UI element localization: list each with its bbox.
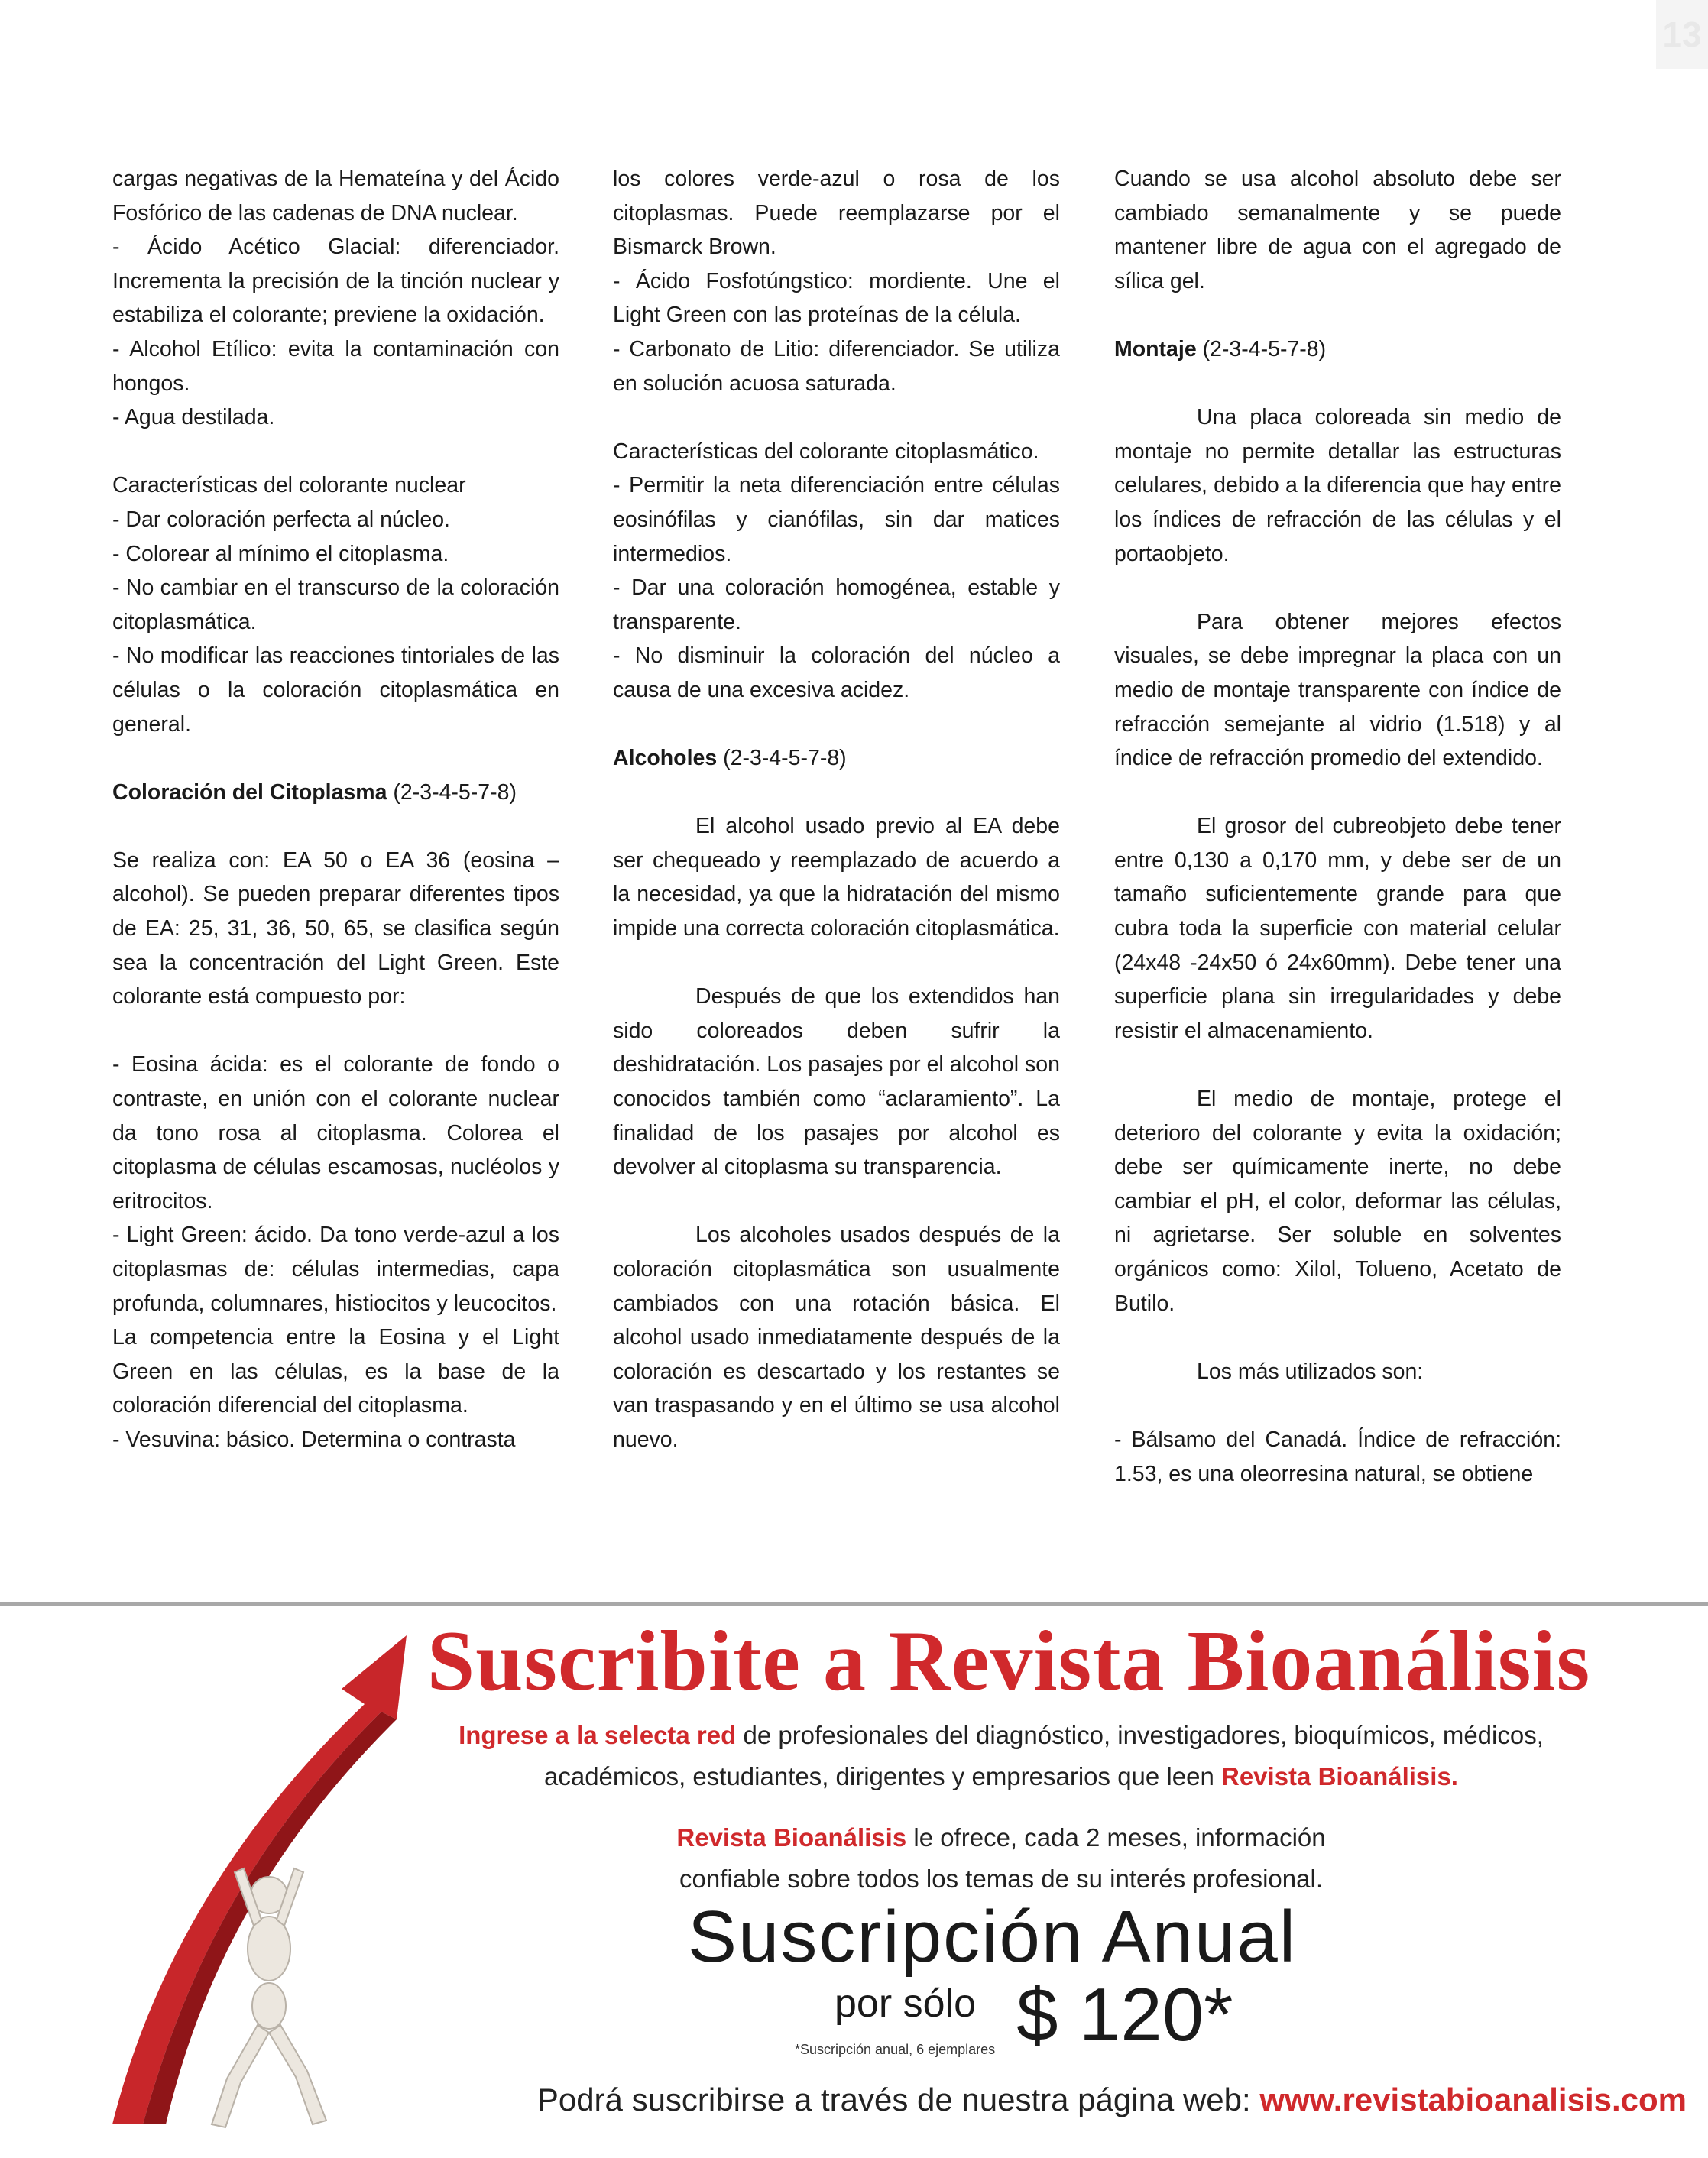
section-heading: [112, 776, 559, 810]
paragraph: - Colorear al mínimo el citoplasma.: [112, 541, 449, 566]
heading-refs: (2-3-4-5-7-8): [723, 746, 847, 771]
ad-website-line: [112, 2082, 1687, 2118]
paragraph: Características del colorante citoplasmático.: [613, 439, 1039, 464]
text-column-3: [1114, 162, 1561, 1491]
paragraph: - Ácido Acético Glacial: diferenciador. Incrementa la precisión de la tinción nuclear y estabiliza el colorante; previene la oxidación.: [112, 235, 559, 328]
paragraph: Los más utilizados son:: [1197, 1359, 1424, 1384]
paragraph: La competencia entre la Eosina y el Light Green en las células, es la base de la coloración diferencial del citoplasma.: [112, 1325, 559, 1418]
arrow-figure-illustration: [112, 1620, 433, 2140]
paragraph: - Carbonato de Litio: diferenciador. Se utiliza en solución acuosa saturada.: [613, 336, 1060, 396]
paragraph: Los alcoholes usados después de la coloración citoplasmática son usualmente cambiados con una rotación básica. El alcohol usado inmediatamente después de la coloración es descartado y los restantes se van traspasando y en el último se usa alcohol nuevo.: [613, 1223, 1060, 1452]
paragraph: El alcohol usado previo al EA debe ser chequeado y reemplazado de acuerdo a la necesidad, ya que la hidratación del mismo impide una correcta coloración citoplasmática.: [613, 814, 1060, 941]
heading-text: Montaje: [1114, 336, 1197, 361]
paragraph: - Alcohol Etílico: evita la contaminación con hongos.: [112, 336, 559, 396]
paragraph: El medio de montaje, protege el deterioro del colorante y evita la oxidación; debe ser químicamente inerte, no debe cambiar el pH, el color, deformar las células, ni agrietarse. Ser soluble en solventes orgánicos como: Xilol, Tolueno, Acetato de Butilo.: [1114, 1087, 1561, 1316]
section-heading: [613, 741, 1060, 776]
ad-text-line-4: confiable sobre todos los temas de su interés profesional.: [679, 1865, 1323, 1893]
heading-refs: (2-3-4-5-7-8): [1202, 336, 1327, 361]
paragraph: El grosor del cubreobjeto debe tener entre 0,130 a 0,170 mm, y debe ser de un tamaño suficientemente grande para que cubra toda la superficie con material celular (24x48 -24x50 ó 24x60mm). Debe tener una superficie plana sin irregularidades y debe resistir el almacenamiento.: [1114, 814, 1561, 1043]
text-column-2: [613, 162, 1060, 1457]
paragraph: - Vesuvina: básico. Determina o contrasta: [112, 1427, 516, 1452]
paragraph: - Permitir la neta diferenciación entre células eosinófilas y cianófilas, sin dar matices intermedios.: [613, 473, 1060, 566]
paragraph: - Ácido Fosfotúngstico: mordiente. Une el Light Green con las proteínas de la célula.: [613, 268, 1060, 328]
heading-text: Alcoholes: [613, 746, 718, 771]
ad-text: académicos, estudiantes, dirigentes y empresarios que leen: [544, 1762, 1221, 1790]
paragraph: - Bálsamo del Canadá. Índice de refracción: 1.53, es una oleorresina natural, se obtiene: [1114, 1427, 1561, 1486]
paragraph: Para obtener mejores efectos visuales, se debe impregnar la placa con un medio de montaje transparente con índice de refracción semejante al vidrio (1.518) y al índice de refracción promedio del extendido.: [1114, 609, 1561, 771]
paragraph: - No disminuir la coloración del núcleo a causa de una excesiva acidez.: [613, 643, 1060, 702]
ad-highlight: Revista Bioanálisis: [676, 1823, 907, 1852]
paragraph: - Agua destilada.: [112, 405, 275, 430]
ad-text-line-3: [397, 1823, 1605, 1852]
heading-refs: (2-3-4-5-7-8): [393, 779, 517, 805]
ad-price-prefix: por sólo: [835, 1981, 976, 2026]
text-column-1: [112, 162, 559, 1457]
section-heading: [1114, 332, 1561, 367]
ad-text: de profesionales del diagnóstico, investigadores, bioquímicos, médicos,: [736, 1721, 1544, 1749]
ad-text: le ofrece, cada 2 meses, información: [906, 1823, 1326, 1852]
paragraph: Cuando se usa alcohol absoluto debe ser cambiado semanalmente y se puede mantener libre de agua con el agregado de sílica gel.: [1114, 167, 1561, 293]
ad-price: $ 120*: [1016, 1972, 1233, 2056]
paragraph: cargas negativas de la Hemateína y del Ácido Fosfórico de las cadenas de DNA nuclear.: [112, 167, 559, 225]
paragraph: - Eosina ácida: es el colorante de fondo o contraste, en unión con el colorante nuclear da tono rosa al citoplasma. Colorea el citoplasma de células escamosas, nucléolos y eritrocitos.: [112, 1052, 559, 1213]
paragraph: Características del colorante nuclear: [112, 473, 466, 498]
ad-website-link[interactable]: www.revistabioanalisis.com: [1259, 2082, 1687, 2117]
paragraph: Se realiza con: EA 50 o EA 36 (eosina – alcohol). Se pueden preparar diferentes tipos de EA: 25, 31, 36, 50, 65, se clasifica según sea la concentración del Light Green. Este colorante está compuesto por:: [112, 847, 559, 1009]
paragraph: - Dar coloración perfecta al núcleo.: [112, 507, 450, 532]
paragraph: - No cambiar en el transcurso de la coloración citoplasmática.: [112, 575, 559, 634]
section-divider: [0, 1602, 1708, 1606]
ad-highlight: Revista Bioanálisis.: [1221, 1762, 1458, 1790]
paragraph: los colores verde-azul o rosa de los citoplasmas. Puede reemplazarse por el Bismarck Brown.: [613, 167, 1060, 260]
paragraph: Una placa coloreada sin medio de montaje no permite detallar las estructuras celulares, debido a la diferencia que hay entre los índices de refracción de las células y el portaobjeto.: [1114, 405, 1561, 566]
ad-title: Suscribite a Revista Bioanálisis: [426, 1614, 1591, 1709]
page-number: 13: [1656, 0, 1708, 69]
paragraph: - Light Green: ácido. Da tono verde-azul a los citoplasmas de: células intermedias, capa profunda, columnares, histiocitos y leucocitos.: [112, 1223, 559, 1316]
ad-website-text: Podrá suscribirse a través de nuestra página web:: [536, 2082, 1260, 2117]
ad-text-line-2: [397, 1762, 1605, 1791]
ad-subscription-heading: Suscripción Anual: [688, 1896, 1298, 1978]
heading-text: Coloración del Citoplasma: [112, 779, 387, 805]
paragraph: - Dar una coloración homogénea, estable y transparente.: [613, 575, 1060, 634]
ad-footnote: *Suscripción anual, 6 ejemplares: [795, 2042, 996, 2057]
paragraph: - No modificar las reacciones tintoriales de las células o la coloración citoplasmática en general.: [112, 643, 559, 737]
paragraph: Después de que los extendidos han sido coloreados deben sufrir la deshidratación. Los pasajes por el alcohol son conocidos también como “aclaramiento”. La finalidad de los pasajes por alcohol es devolver al citoplasma su transparencia.: [613, 984, 1060, 1180]
ad-text-line-1: [397, 1721, 1605, 1750]
ad-highlight: Ingrese a la selecta red: [459, 1721, 737, 1749]
